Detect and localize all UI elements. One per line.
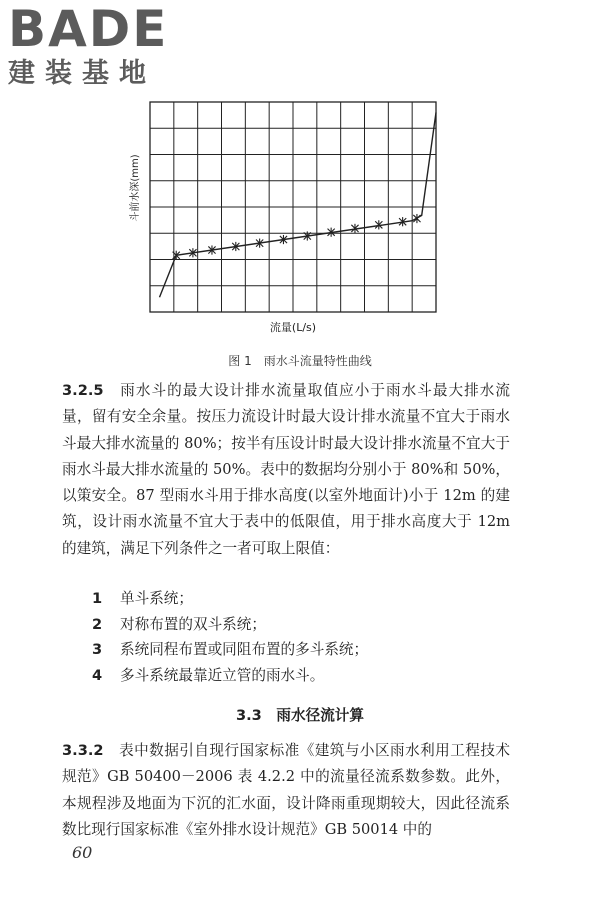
list-item-text: 对称布置的双斗系统； [120,615,266,633]
chart-curve [160,113,437,298]
page-number: 60 [72,843,93,862]
list-item [92,637,368,663]
clause-body-3-2-5: 雨水斗的最大设计排水流量取值应小于雨水斗最大排水流量，留有安全余量。按压力流设计时最大设计排水流量不宜大于雨水斗最大排水流量的 80%；按半有压设计时最大设计排水流量不宜大于雨水斗最大排水流量的 50%。表中的数据均分别小于 80%和 50%，以策安全。87 型雨水斗用于排水高度(以室外地面计)小于 12m 的建筑，设计雨水流量不宜大于表中的低限值，用于排水高度大于 12m 的建筑，满足下列条件之一者可取上限值： [62,382,510,557]
list-item-number: 1 [92,590,103,607]
clause-body-3-3-2: 表中数据引自现行国家标准《建筑与小区雨水利用工程技术规范》GB 50400－2006 表 4.2.2 中的流量径流系数参数。此外，本规程涉及地面为下沉的汇水面，设计降雨重现期较大，因此径流系数比现行国家标准《室外排水设计规范》GB 50014 中的 [62,742,510,838]
logo-mark: BADE [8,0,169,58]
figure-caption: 图 1 雨水斗流量特性曲线 [228,354,372,368]
paragraph-3-3-2 [62,738,510,843]
conditions-list [92,586,368,688]
list-item [92,612,368,638]
chart-grid [150,102,436,312]
list-item-text: 多斗系统最靠近立管的雨水斗。 [120,666,325,684]
y-axis-label: 斗前水深(mm) [130,154,141,222]
list-item [92,586,368,612]
list-item-number: 3 [92,641,103,659]
chart-markers [173,214,421,260]
logo-subtitle: 建装基地 [8,58,156,89]
flow-characteristic-chart [0,0,600,345]
list-item [92,663,368,689]
paragraph-3-2-5 [62,378,510,562]
x-axis-label: 流量(L/s) [269,321,317,334]
list-item-text: 系统同程布置或同阻布置的多斗系统； [120,641,369,659]
list-item-number: 4 [92,666,103,684]
section-heading: 3.3 雨水径流计算 [235,707,364,724]
data-point-marker [413,214,420,223]
clause-number-3-2-5: 3.2.5 [62,382,104,399]
list-item-number: 2 [92,615,103,633]
clause-number-3-3-2: 3.3.2 [62,742,104,759]
list-item-text: 单斗系统； [120,590,193,607]
